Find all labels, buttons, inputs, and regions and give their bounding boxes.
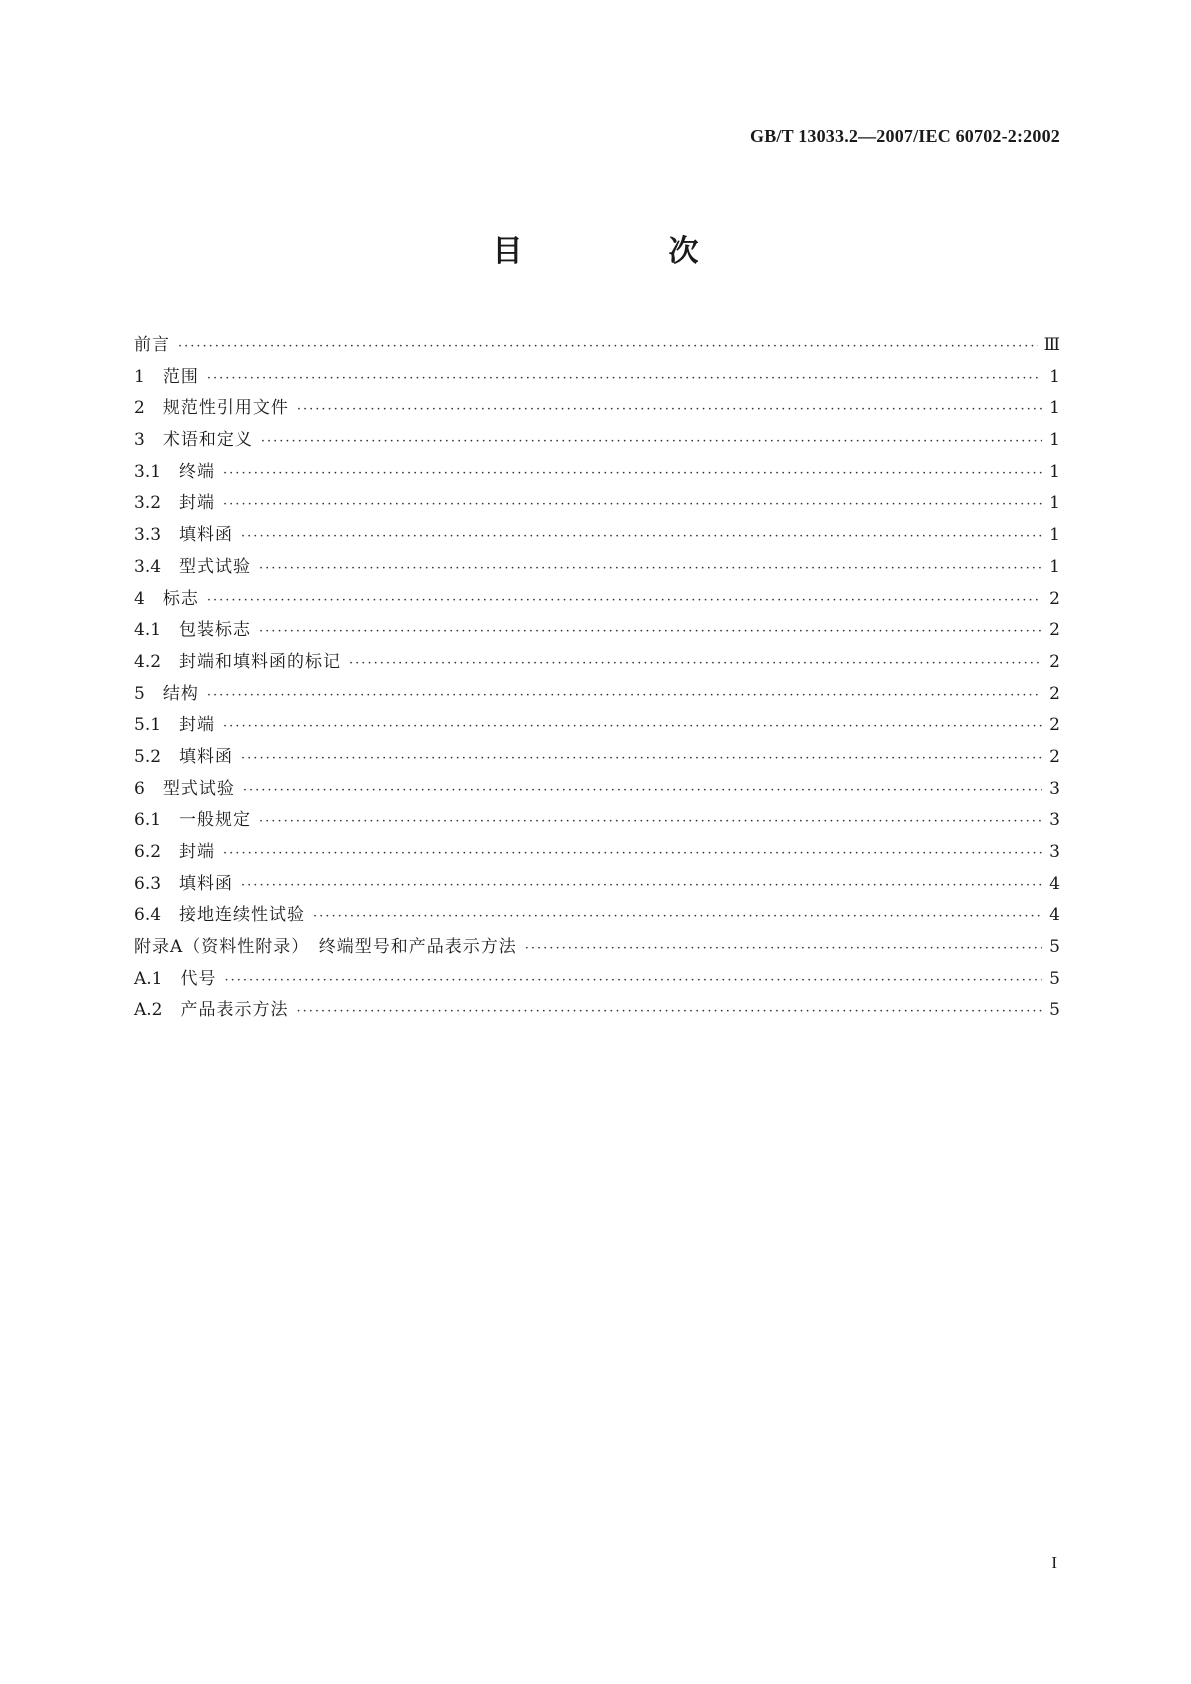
toc-entry-page: 1 (1049, 398, 1060, 419)
toc-dot-leader (223, 458, 1042, 490)
toc-entry-text: 填料函 (179, 746, 234, 767)
toc-entry-text: 封端和填料函的标记 (179, 651, 342, 672)
toc-dot-leader (207, 585, 1042, 617)
toc-entry-page: 1 (1049, 525, 1060, 546)
toc-entry-page: 4 (1049, 873, 1060, 894)
toc-entry-label (134, 900, 305, 932)
toc-entry-number: 3.3 (134, 525, 162, 546)
toc-entry-label (134, 774, 235, 806)
toc-dot-leader (297, 996, 1043, 1028)
toc-entry-preface[interactable] (134, 330, 1060, 362)
toc-entry-label (134, 330, 170, 362)
standard-code-header: GB/T 13033.2—2007/IEC 60702-2:2002 (750, 126, 1060, 146)
toc-dot-leader (261, 426, 1042, 458)
toc-dot-leader (207, 363, 1042, 395)
toc-entry-label (134, 837, 215, 869)
toc-entry-label (134, 995, 289, 1027)
toc-entry-label (134, 520, 233, 552)
toc-entry-5-1[interactable] (134, 710, 1060, 742)
toc-entry-text: 填料函 (179, 525, 234, 546)
toc-dot-leader (225, 965, 1043, 997)
toc-entry-number: 1 (134, 366, 145, 387)
toc-entry-text: 接地连续性试验 (179, 905, 306, 926)
toc-dot-leader (241, 870, 1042, 902)
toc-entry-number: 6.1 (134, 810, 162, 831)
toc-dot-leader (178, 331, 1038, 363)
toc-dot-leader (207, 680, 1042, 712)
toc-entry-page: 5 (1049, 1000, 1060, 1021)
toc-entry-label (134, 393, 289, 425)
toc-dot-leader (243, 775, 1042, 807)
toc-entry-text: 标志 (162, 588, 199, 609)
toc-entry-label (134, 552, 251, 584)
toc-entry-number: 5 (134, 683, 145, 704)
toc-entry-text: 规范性引用文件 (162, 398, 289, 419)
toc-entry-number: 4.2 (134, 651, 162, 672)
toc-entry-3-1[interactable] (134, 457, 1060, 489)
toc-entry-label (134, 710, 215, 742)
toc-entry-text: 封端 (179, 842, 216, 862)
toc-entry-text: 附录A（资料性附录） 终端型号和产品表示方法 (134, 937, 517, 958)
toc-entry-page: 1 (1049, 493, 1060, 514)
toc-dot-leader (349, 648, 1042, 680)
toc-entry-page: 2 (1049, 715, 1060, 736)
toc-entry-text: 一般规定 (179, 810, 252, 831)
toc-entry-4-2[interactable] (134, 647, 1060, 679)
toc-entry-page: 2 (1049, 746, 1060, 767)
toc-entry-number: A.2 (134, 1000, 163, 1021)
toc-entry-number: 3.2 (134, 493, 162, 514)
toc-entry-page: 1 (1049, 556, 1060, 577)
toc-entry-number: 2 (134, 398, 145, 419)
toc-entry-5[interactable] (134, 679, 1060, 711)
toc-entry-page: 2 (1049, 651, 1060, 672)
toc-entry-1[interactable] (134, 362, 1060, 394)
toc-entry-page: Ⅲ (1043, 335, 1060, 355)
toc-entry-text: 型式试验 (162, 778, 235, 799)
toc-entry-label (134, 679, 199, 711)
toc-dot-leader (313, 901, 1042, 933)
toc-dot-leader (223, 838, 1042, 870)
toc-entry-label (134, 362, 199, 394)
toc-entry-3-4[interactable] (134, 552, 1060, 584)
toc-entry-3[interactable] (134, 425, 1060, 457)
page-number: I (1051, 1553, 1057, 1572)
toc-entry-number: 3.4 (134, 556, 162, 577)
toc-entry-page: 1 (1049, 430, 1060, 451)
toc-entry-number: 6.3 (134, 873, 162, 894)
toc-entry-text: 范围 (162, 366, 199, 387)
toc-entry-number: 4 (134, 588, 145, 609)
toc-entry-label (134, 869, 233, 901)
toc-entry-label (134, 964, 217, 996)
toc-entry-label (134, 488, 215, 520)
toc-entry-5-2[interactable] (134, 742, 1060, 774)
toc-entry-number: 5.2 (134, 746, 162, 767)
toc-entry-label (134, 457, 215, 489)
toc-entry-text: 封端 (179, 715, 216, 736)
toc-entry-3-2[interactable] (134, 488, 1060, 520)
toc-entry-page: 2 (1049, 588, 1060, 609)
toc-entry-number: 3.1 (134, 461, 162, 482)
toc-entry-page: 2 (1049, 620, 1060, 641)
toc-entry-label (134, 584, 199, 616)
toc-entry-text: 封端 (179, 493, 216, 514)
toc-entry-page: 1 (1049, 461, 1060, 482)
toc-entry-text: 结构 (162, 683, 199, 704)
toc-entry-6-2[interactable] (134, 837, 1060, 869)
toc-entry-4[interactable] (134, 584, 1060, 616)
toc-entry-number: 6.4 (134, 905, 162, 926)
toc-entry-page: 4 (1049, 905, 1060, 926)
toc-entry-label (134, 647, 341, 679)
toc-entry-text: 术语和定义 (162, 430, 253, 451)
toc-entry-text: 填料函 (179, 873, 234, 894)
toc-entry-text: 型式试验 (179, 556, 252, 577)
toc-entry-page: 3 (1049, 810, 1060, 831)
toc-entry-number: 6.2 (134, 842, 162, 862)
toc-entry-2[interactable] (134, 393, 1060, 425)
toc-entry-label (134, 932, 517, 964)
toc-entry-text: 产品表示方法 (180, 1000, 289, 1021)
toc-entry-number: 5.1 (134, 715, 162, 736)
toc-entry-page: 2 (1049, 683, 1060, 704)
toc-entry-label (134, 615, 251, 647)
toc-entry-page: 1 (1049, 366, 1060, 387)
toc-entry-label (134, 742, 233, 774)
toc-entry-6[interactable] (134, 774, 1060, 806)
toc-entry-text: 包装标志 (179, 620, 252, 641)
toc-entry-number: 6 (134, 778, 145, 799)
toc-entry-number: 3 (134, 430, 145, 451)
toc-entry-number: A.1 (134, 968, 163, 989)
toc-entry-text: 前言 (134, 335, 170, 355)
table-of-contents (134, 330, 1060, 1027)
toc-dot-leader (241, 743, 1042, 775)
toc-dot-leader (259, 806, 1042, 838)
toc-entry-appendix-a[interactable] (134, 932, 1060, 964)
toc-dot-leader (223, 711, 1042, 743)
toc-title: 目 次 (492, 234, 757, 269)
toc-entry-6-3[interactable] (134, 869, 1060, 901)
toc-entry-number: 4.1 (134, 620, 162, 641)
toc-entry-page: 3 (1049, 842, 1060, 862)
toc-entry-page: 5 (1049, 968, 1060, 989)
toc-entry-6-4[interactable] (134, 900, 1060, 932)
toc-dot-leader (525, 933, 1042, 965)
toc-dot-leader (223, 489, 1042, 521)
toc-entry-page: 5 (1049, 937, 1060, 958)
toc-entry-a-1[interactable] (134, 964, 1060, 996)
toc-entry-page: 3 (1049, 778, 1060, 799)
toc-entry-label (134, 425, 253, 457)
toc-dot-leader (241, 521, 1042, 553)
toc-entry-6-1[interactable] (134, 805, 1060, 837)
toc-dot-leader (259, 616, 1042, 648)
toc-entry-4-1[interactable] (134, 615, 1060, 647)
toc-dot-leader (259, 553, 1042, 585)
toc-entry-text: 终端 (179, 461, 216, 482)
toc-dot-leader (297, 394, 1042, 426)
toc-entry-3-3[interactable] (134, 520, 1060, 552)
toc-entry-label (134, 805, 251, 837)
toc-entry-text: 代号 (180, 968, 217, 989)
toc-entry-a-2[interactable] (134, 995, 1060, 1027)
